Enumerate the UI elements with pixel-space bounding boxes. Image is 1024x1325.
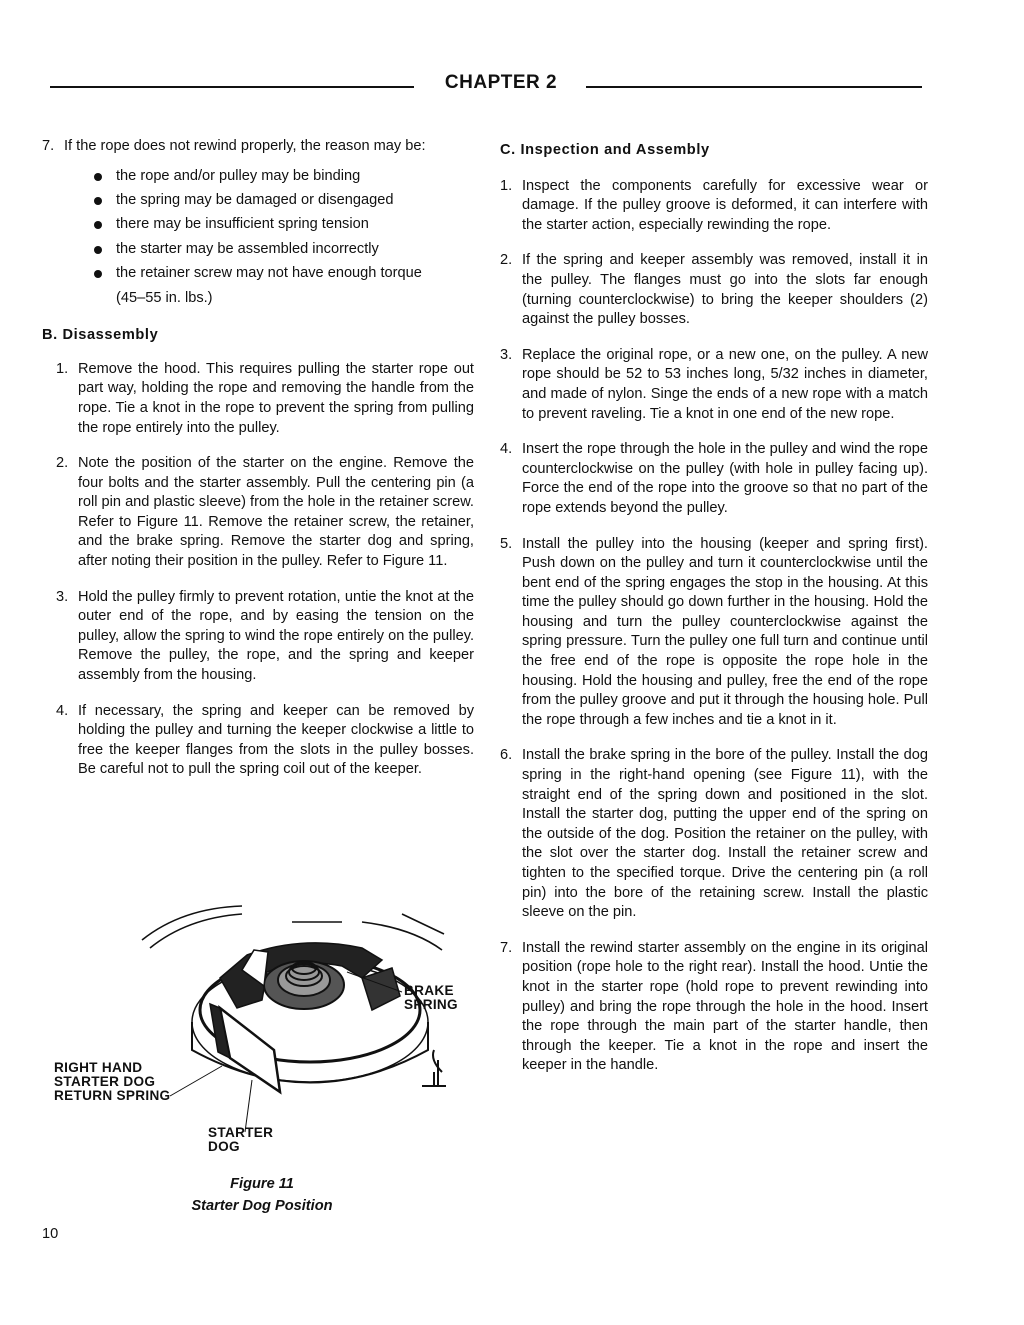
assembly-step <box>500 440 928 518</box>
item-text: Hold the pulley firmly to prevent rotation, untie the knot at the outer end of the rope, and by easing the tension on the pulley, allow the spring to wind the rope entirely on the pulley. Remove the pulley, the rope, and the spring and keeper assembly from the housing. <box>78 588 474 684</box>
housing-arc <box>150 914 242 948</box>
item-number: 6. <box>500 747 513 764</box>
assembly-step <box>500 746 928 922</box>
item-number: 7. <box>42 138 55 154</box>
page-number: 10 <box>42 1226 59 1242</box>
disassembly-step <box>42 702 474 780</box>
housing-arc <box>402 914 444 934</box>
item-number: 3. <box>500 346 513 363</box>
item-text: If the spring and keeper assembly was removed, install it in the pulley. The flanges must go into the slots far enough (turning counterclockwise) to bring the keeper shoulders (2) against the pulley bosses. <box>522 252 928 328</box>
label-right-hand-spring: RIGHT HAND STARTER DOG RETURN SPRING <box>54 1060 171 1103</box>
section-heading-inspection: C. Inspection and Assembly <box>500 142 710 158</box>
item-number: 2. <box>56 455 69 472</box>
chapter-header <box>50 72 922 102</box>
disassembly-step <box>42 588 474 686</box>
header-rule-left <box>50 86 414 88</box>
item-number: 1. <box>500 177 513 194</box>
bullet-icon <box>94 246 102 254</box>
bullet-icon <box>94 270 102 278</box>
item-text: Insert the rope through the hole in the pulley and wind the rope counterclockwise on the pulley (with hole in pulley facing up). Force the end of the rope into the groove so that no part of the rope extends beyond the pulley. <box>522 441 928 516</box>
assembly-step <box>500 939 928 1076</box>
list-item: the spring may be damaged or disengaged <box>90 191 474 211</box>
item-number: 4. <box>500 441 513 458</box>
label-starter-dog: STARTER DOG <box>208 1125 274 1154</box>
item-number: 3. <box>56 588 69 605</box>
bullet-icon <box>94 197 102 205</box>
figure-11 <box>42 900 482 1220</box>
item-text: Remove the hood. This requires pulling the starter rope out part way, holding the rope and removing the handle from the rope. Tie a knot in the rope to prevent the spring from pulling the rope entirely into the pulley. <box>78 360 474 436</box>
item-text: Install the pulley into the housing (keeper and spring first). Push down on the pulley and turn it counterclockwise until the bent end of the spring engages the stop in the housing. At this time the pulley should go down further in the housing. Hold the housing and turn the pulley counterclockwise against the spring pressure. Turn the pulley one full turn and continue until the free end of the rope is opposite the rope hole in the housing. Hold the housing and pulley, free the end of the rope from the pulley groove and put it through the housing hole. Pull the rope through a few inches and tie a knot in it. <box>522 535 928 728</box>
figure-caption-title: Starter Dog Position <box>191 1198 333 1214</box>
item-text: If necessary, the spring and keeper can be removed by holding the pulley and turning the keeper clockwise a little to free the keeper flanges from the slots in the pulley bosses. Be careful not to pull the spring coil out of the keeper. <box>78 702 474 778</box>
list-item: the starter may be assembled incorrectly <box>90 240 474 260</box>
figure-caption-number: Figure 11 <box>230 1176 294 1192</box>
item-number: 5. <box>500 535 513 552</box>
reason-list <box>90 167 474 309</box>
item-text: Replace the original rope, or a new one, on the pulley. A new rope should be 52 to 53 inches long, 5/32 inches in diameter, and made of nylon. Singe the ends of a new rope with a match to prevent raveling. Tie a knot in one end of the new rope. <box>522 346 928 422</box>
right-column <box>500 141 928 1092</box>
item-number: 4. <box>56 702 69 719</box>
leader-right <box>170 1066 222 1096</box>
item-text: Install the brake spring in the bore of the pulley. Install the dog spring in the right-hand opening (see Figure 11), with the straight end of the spring down and positioned in the slot. Install the starter dog, putting the upper end of the spring on the outside of the dog. Position the retainer on the pulley, with the slot over the starter dog. Install the retainer screw and tighten to the specified torque. Drive the centering pin (a roll pin) into the bore of the retaining screw. Install the plastic sleeve on the pin. <box>522 747 928 921</box>
chapter-title: CHAPTER 2 <box>444 72 558 93</box>
bullet-icon <box>94 221 102 229</box>
bullet-icon <box>94 173 102 181</box>
centerline-icon <box>422 1050 446 1086</box>
item-text: If the rope does not rewind properly, the reason may be: <box>64 138 426 154</box>
assembly-step <box>500 535 928 731</box>
section-heading-disassembly: B. Disassembly <box>42 327 159 344</box>
assembly-step <box>500 346 928 424</box>
item-text: Install the rewind starter assembly on the engine in its original position (rope hole to the right rear). Install the hood. Untie the knot in the starter rope (hold rope to prevent rewinding into pulley) and bring the rope through the hole in the hood. Insert the rope through the main part of the starter handle, then through the keeper. Tie a knot in the rope and insert the keeper in the handle. <box>522 939 928 1074</box>
troubleshoot-item-7 <box>42 137 474 157</box>
list-item: the rope and/or pulley may be binding <box>90 167 474 187</box>
assembly-step <box>500 177 928 236</box>
item-number: 7. <box>500 939 513 956</box>
list-item: there may be insufficient spring tension <box>90 215 474 235</box>
assembly-step <box>500 251 928 329</box>
disassembly-step <box>42 454 474 572</box>
housing-arc <box>362 922 442 950</box>
left-column <box>42 137 474 796</box>
header-rule-right <box>586 86 922 88</box>
item-number: 1. <box>56 360 69 377</box>
housing-arc <box>142 906 242 940</box>
item-text: Inspect the components carefully for excessive wear or damage. If the pulley groove is deformed, it can interfere with the starter action, especially rewinding the rope. <box>522 177 928 233</box>
item-text: Note the position of the starter on the engine. Remove the four bolts and the starter assembly. Pull the centering pin (a roll pin and plastic sleeve) from the hole in the retainer screw. Refer to Figure 11. Remove the retainer screw, the retainer, and the brake spring. Remove the starter dog and spring, after noting their position in the pulley. Refer to Figure 11. <box>78 455 474 570</box>
disassembly-step <box>42 360 474 438</box>
list-item-continuation: (45–55 in. lbs.) <box>116 289 213 306</box>
item-number: 2. <box>500 252 513 269</box>
list-item: the retainer screw may not have enough torque <box>90 264 474 284</box>
label-brake-spring: BRAKE SPRING <box>404 983 458 1012</box>
